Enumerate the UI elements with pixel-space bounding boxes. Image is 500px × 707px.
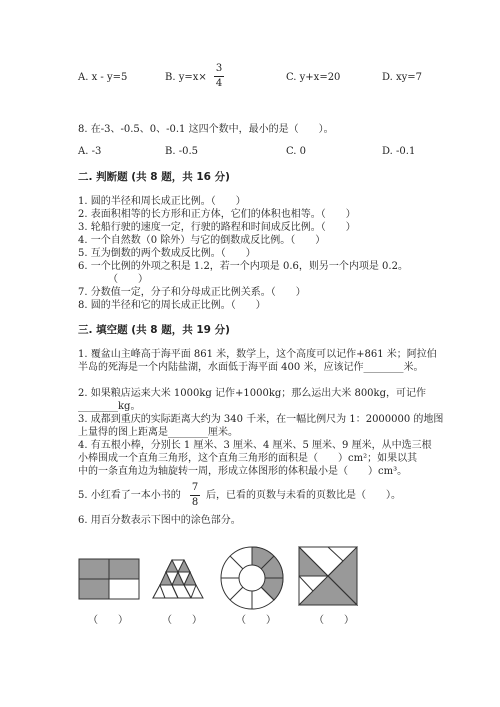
figure-tangram [298,546,358,606]
fill-q2-line1: 2. 如果粮店运来大米 1000kg 记作+1000kg；那么运出大米 800kg，可记作 [78,388,427,399]
fill-q4-line1: 4. 有五根小棒，分别长 1 厘米、3 厘米、4 厘米、5 厘米、9 厘米，从中选三根 [78,440,432,451]
fraction-denominator: 8 [191,497,199,508]
judge-item-5: 5. 互为倒数的两个数成反比例。（ ） [78,248,256,259]
section-3-title: 三. 填空题 (共 8 题，共 19 分) [78,324,230,336]
figure-rectangle [78,558,140,600]
q7-option-b: B. y=x× [165,72,207,83]
answer-blank-3[interactable]: （ ） [236,615,276,626]
q8-option-a: A. -3 [78,146,102,157]
q7-option-b-fraction [214,63,224,90]
fill-q2-line2: ________kg。 [78,401,141,412]
judge-item-6: 6. 一个比例的外项之积是 1.2，若一个内项是 0.6，则另一个内项是 0.2。 [78,261,408,272]
fill-q5-post: 后，已看的页数与未看的页数比是（ ）。 [206,490,401,501]
judge-item-8: 8. 圆的半径和它的周长成正比例。（ ） [78,300,266,311]
q7-option-c: C. y+x=20 [286,72,341,83]
q7-option-a: A. x - y=5 [78,72,128,83]
judge-item-2: 2. 表面积相等的长方形和正方体，它们的体积也相等。（ ） [78,209,356,220]
q8-option-b: B. -0.5 [165,146,198,157]
answer-blank-2[interactable]: （ ） [162,615,202,626]
judge-item-7: 7. 分数值一定，分子和分母成正比例关系。（ ） [78,287,306,298]
q8-option-c: C. 0 [286,146,307,157]
q8-stem: 8. 在-3、-0.5、0、-0.1 这四个数中，最小的是（ ）。 [78,124,334,135]
fill-q3-line1: 3. 成都到重庆的实际距离大约为 340 千米，在一幅比例尺为 1：2000000 的地图 [78,414,444,425]
fill-q4-line3: 中的一条直角边为轴旋转一周，形成立体图形的体积最小是（ ）cm³。 [78,466,408,477]
fill-q4-line2: 小棒围成一个直角三角形，这个直角三角形的面积是（ ）cm²；如果以其 [78,453,418,464]
figure-trapezoid [152,559,204,599]
judge-item-1: 1. 圆的半径和周长成正比例。（ ） [78,196,246,207]
judge-item-3: 3. 轮船行驶的速度一定，行驶的路程和时间成反比例。（ ） [78,222,356,233]
fill-q1-line2: 半岛的死海是一个内陆盐湖，水面低于海平面 400 米，应该记作________米。 [78,362,424,373]
fill-q5-pre: 5. 小红看了一本小书的 [78,490,181,501]
judge-item-4: 4. 一个自然数（0 除外）与它的倒数成反比例。（ ） [78,235,326,246]
fraction-numerator: 7 [191,482,199,493]
fill-q1-line1: 1. 覆盆山主峰高于海平面 861 米，数学上，这个高度可以记作+861 米；阿拉伯 [78,349,437,360]
figure-circle [220,546,284,610]
fraction-numerator: 3 [215,63,223,74]
answer-blank-1[interactable]: （ ） [88,615,128,626]
fill-q6-stem: 6. 用百分数表示下图中的涂色部分。 [78,515,241,526]
q8-option-d: D. -0.1 [382,146,416,157]
section-2-title: 二. 判断题 (共 8 题，共 16 分) [78,171,230,183]
judge-item-6-blank: （ ） [108,274,148,285]
fraction-denominator: 4 [215,78,223,89]
fill-q3-line2: 上量得的图上距离是________厘米。 [78,427,238,438]
answer-blank-4[interactable]: （ ） [314,615,354,626]
fill-q5-fraction [190,482,200,509]
q7-option-d: D. xy=7 [382,72,423,83]
